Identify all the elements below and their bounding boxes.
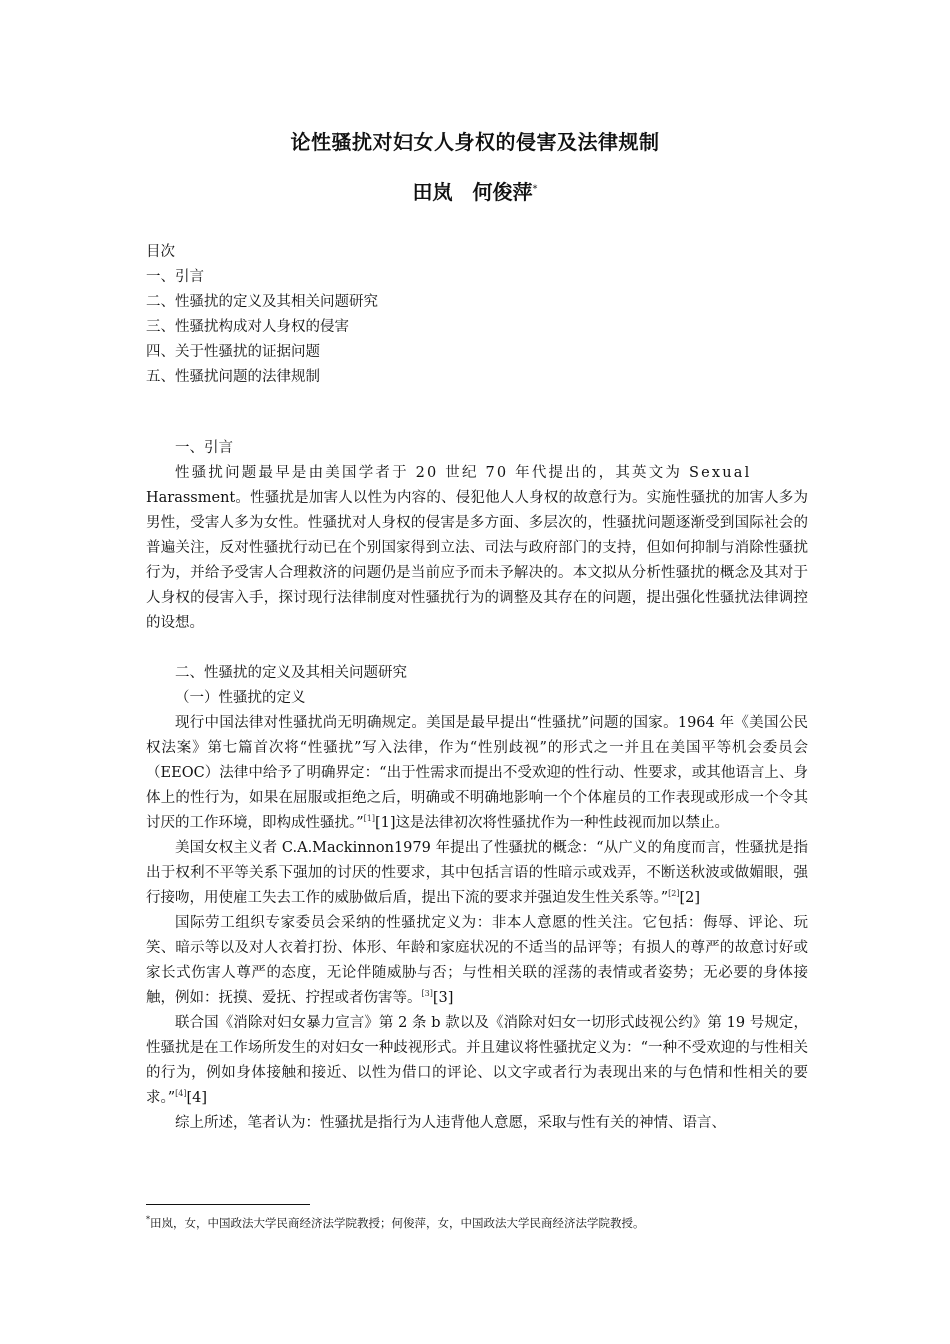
footnote-mark: * [146, 1215, 150, 1224]
section-heading-intro: 一、引言 [175, 440, 233, 456]
toc-item-evidence[interactable]: 四、关于性骚扰的证据问题 [146, 344, 320, 360]
paragraph-summary: 综上所述，笔者认为：性骚扰是指行为人违背他人意愿，采取与性有关的神情、语言、 [175, 1115, 726, 1131]
citation-ref-4[interactable]: [4] [175, 1089, 187, 1099]
article-body [146, 436, 808, 1136]
paragraph-intro-line1: 性骚扰问题最早是由美国学者于 20 世纪 70 年代提出的，其英文为 Sexual [175, 465, 752, 481]
paragraph-mackinnon-text: 美国女权主义者 C.A.Mackinnon1979 年提出了性骚扰的概念：“从广义的角度而言，性骚扰是指出于权利不平等关系下强加的讨厌的性要求，其中包括言语的性暗示或戏弄，不断送秋波或做媚眼，强行接吻，用使雇工失去工作的威胁做后盾，提出下流的要求并强迫发生性关系等。” [146, 840, 808, 906]
paragraph-us-law-text: 现行中国法律对性骚扰尚无明确规定。美国是最早提出“性骚扰”问题的国家。1964 年《美国公民权法案》第七篇首次将“性骚扰”写入法律，作为“性别歧视”的形式之一并且在美国平等机会委员会（EEOC）法律中给予了明确界定：“出于性需求而提出不受欢迎的性行动、性要求，或其他语言上、身体上的性行为，如果在屈服或拒绝之后，明确或不明确地影响一个个体雇员的工作表现或形成一个令其讨厌的工作环境，即构成性骚扰。” [146, 715, 808, 831]
paragraph-un-text: 联合国《消除对妇女暴力宣言》第 2 条 b 款以及《消除对妇女一切形式歧视公约》第 19 号规定，性骚扰是在工作场所发生的对妇女一种歧视形式。并且建议将性骚扰定义为：“一种不受欢迎的与性相关的行为，例如身体接触和接近、以性为借口的评论、以文字或者行为表现出来的与色情和性相关的要求。” [146, 1015, 808, 1106]
table-of-contents [146, 240, 546, 390]
paragraph-intro-rest: Harassment。性骚扰是加害人以性为内容的、侵犯他人人身权的故意行为。实施性骚扰的加害人多为男性，受害人多为女性。性骚扰对人身权的侵害是多方面、多层次的，性骚扰问题逐渐受到国际社会的普遍关注，反对性骚扰行动已在个别国家得到立法、司法与政府部门的支持，但如何抑制与消除性骚扰行为，并给予受害人合理救济的问题仍是当前应予而未予解决的。本文拟从分析性骚扰的概念及其对于人身权的侵害入手，探讨现行法律制度对性骚扰行为的调整及其存在的问题，提出强化性骚扰法律调控的设想。 [146, 490, 808, 631]
toc-item-intro[interactable]: 一、引言 [146, 269, 204, 285]
paragraph-un [146, 1011, 808, 1111]
section-gap [146, 636, 808, 661]
toc-item-definition[interactable]: 二、性骚扰的定义及其相关问题研究 [146, 294, 378, 310]
paragraph-ilo [146, 911, 808, 1011]
article-title: 论性骚扰对妇女人身权的侵害及法律规制 [290, 130, 660, 154]
author-names: 田岚 何俊萍 [412, 180, 533, 204]
toc-item-infringement[interactable]: 三、性骚扰构成对人身权的侵害 [146, 319, 349, 335]
paragraph-ilo-text: 国际劳工组织专家委员会采纳的性骚扰定义为：非本人意愿的性关注。它包括：侮辱、评论、玩笑、暗示等以及对人衣着打扮、体形、年龄和家庭状况的不适当的品评等；有损人的尊严的故意讨好或家长式伤害人尊严的态度，无论伴随威胁与否；与性相关联的淫荡的表情或者姿势；无必要的身体接触，例如：抚摸、爱抚、拧捏或者伤害等。 [146, 915, 808, 1006]
footnote [146, 1211, 808, 1232]
paragraph-us-law [146, 711, 808, 836]
toc-heading: 目次 [146, 244, 175, 260]
citation-ref-2[interactable]: [2] [668, 889, 680, 899]
paragraph-ilo-tail: [3] [432, 990, 454, 1006]
paragraph-us-law-tail: [1]这是法律初次将性骚扰作为一种性歧视而加以禁止。 [375, 815, 730, 831]
subsection-heading-definition: （一）性骚扰的定义 [175, 690, 306, 706]
paragraph-intro [146, 461, 808, 636]
paragraph-un-tail: [4] [186, 1090, 208, 1106]
paragraph-mackinnon [146, 836, 808, 911]
paragraph-mackinnon-tail: [2] [679, 890, 701, 906]
section-heading-definition: 二、性骚扰的定义及其相关问题研究 [175, 665, 407, 681]
article-authors [0, 176, 950, 205]
footnote-divider [146, 1204, 310, 1205]
toc-item-regulation[interactable]: 五、性骚扰问题的法律规制 [146, 369, 320, 385]
citation-ref-1[interactable]: [1] [363, 814, 376, 824]
footnote-text: 田岚，女，中国政法大学民商经济法学院教授；何俊萍，女，中国政法大学民商经济法学院教授。 [150, 1215, 645, 1230]
citation-ref-3[interactable]: [3] [421, 989, 433, 999]
author-footnote-mark[interactable]: * [532, 183, 538, 195]
